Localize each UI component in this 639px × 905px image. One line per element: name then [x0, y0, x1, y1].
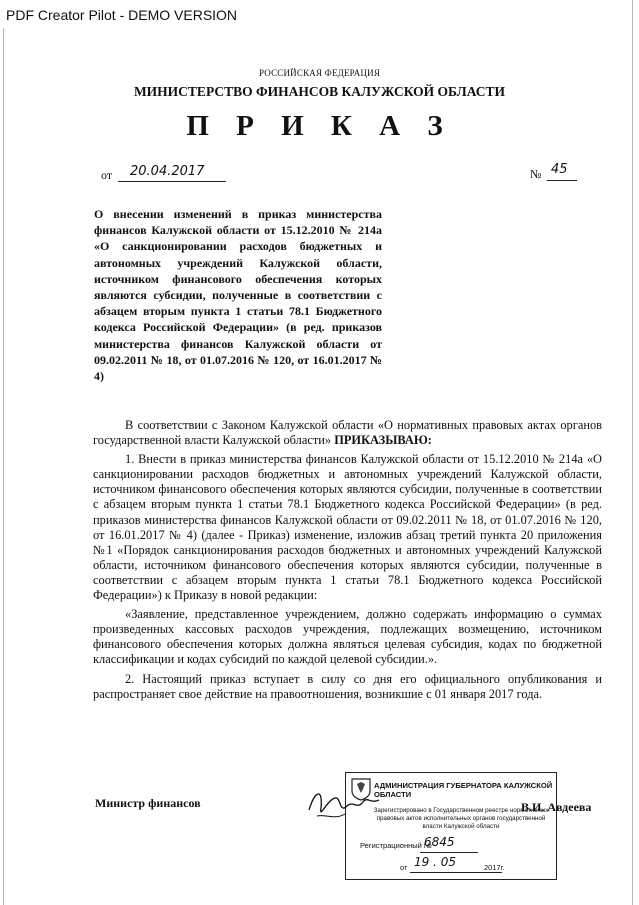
preamble-text: В соответствии с Законом Калужской области «О нормативных правовых актах органов государственной власти Калужской области» — [93, 418, 602, 448]
stamp-reg-label: Регистрационный № — [360, 841, 432, 850]
quoted-amendment: «Заявление, представленное учреждением, должно содержать информацию о суммах произведенных кассовых расходов учреждения, подлежащих возмещению, источником финансового обеспечения которых должна являться целевая субсидия, кодах по бюджетной классификации и кодах субсидий по каждой целевой субсидии.». — [93, 607, 602, 667]
item-1: 1. Внести в приказ министерства финансов Калужской области от 15.12.2010 № 214а «О санкционировании расходов бюджетных и автономных учреждений Калужской области, источником финансового обеспечения которых являются субсидии, полученные в соответствии с абзацем вторым пункта 1 статьи 78.1 Бюджетного кодекса Российской Федерации» (в ред. приказов министерства финансов Калужской области от 09.02.2011 № 18, от 01.07.2016 № 120, от 16.01.2017 № 4) (далее - Приказ) изменение, изложив абзац третий пункта 20 приложения №1 «Порядок санкционирования расходов бюджетных и автономных учреждений Калужской области, источником финансового обеспечения которых являются субсидии, полученные в соответствии с абзацем вторым пункта 1 статьи 78.1 Бюджетного кодекса Российской Федерации») к Приказу в новой редакции: — [93, 452, 602, 603]
order-subject: О внесении изменений в приказ министерства финансов Калужской области от 15.12.2010 № 214а «О санкционировании расходов бюджетных и автономных учреждений Калужской области, источником финансового обеспечения которых являются субсидии, полученные в соответствии с абзацем вторым пункта 1 статьи 78.1 Бюджетного кодекса Российской Федерации» (в ред. приказов министерства финансов Калужской области от 09.02.2011 № 18, от 01.07.2016 № 120, от 16.01.2017 № 4) — [94, 207, 382, 384]
coat-of-arms-icon — [350, 777, 372, 801]
stamp-text: Зарегистрировано в Государственном реестре нормативных правовых актов исполнительных органов государственной власти Калужской области — [373, 807, 549, 830]
stamp-date-label: от — [400, 863, 408, 872]
registration-stamp — [345, 772, 557, 880]
stamp-reg-underline — [420, 852, 478, 853]
stamp-date-value: 19 . 05 — [414, 855, 456, 869]
federation-header: РОССИЙСКАЯ ФЕДЕРАЦИЯ — [258, 68, 381, 78]
stamp-date-underline — [410, 872, 502, 873]
stamp-date-year: 2017г. — [484, 863, 505, 872]
demo-banner: PDF Creator Pilot - DEMO VERSION — [6, 7, 238, 23]
signer-name: В.И. Авдеева — [521, 800, 592, 814]
preamble-paragraph — [93, 418, 602, 448]
number-underline — [547, 180, 577, 181]
date-label: от — [101, 168, 113, 182]
signer-title: Министр финансов — [95, 796, 201, 810]
ministry-header: МИНИСТЕРСТВО ФИНАНСОВ КАЛУЖСКОЙ ОБЛАСТИ — [133, 84, 506, 99]
number-label: № — [530, 167, 542, 181]
order-body — [93, 418, 602, 706]
handwritten-number: 45 — [551, 162, 568, 177]
item-2: 2. Настоящий приказ вступает в силу со дня его официального опубликования и распространяет свое действие на правоотношения, возникшие с 01 января 2017 года. — [93, 671, 602, 701]
order-verb: ПРИКАЗЫВАЮ: — [334, 433, 432, 448]
date-underline — [118, 181, 226, 182]
document-type-title: П Р И К А З — [186, 110, 453, 142]
scan-edge-left — [3, 28, 4, 905]
handwritten-date: 20.04.2017 — [130, 164, 205, 179]
stamp-title: АДМИНИСТРАЦИЯ ГУБЕРНАТОРА КАЛУЖСКОЙ ОБЛАСТИ — [374, 781, 553, 799]
stamp-reg-number: 6845 — [424, 835, 455, 849]
